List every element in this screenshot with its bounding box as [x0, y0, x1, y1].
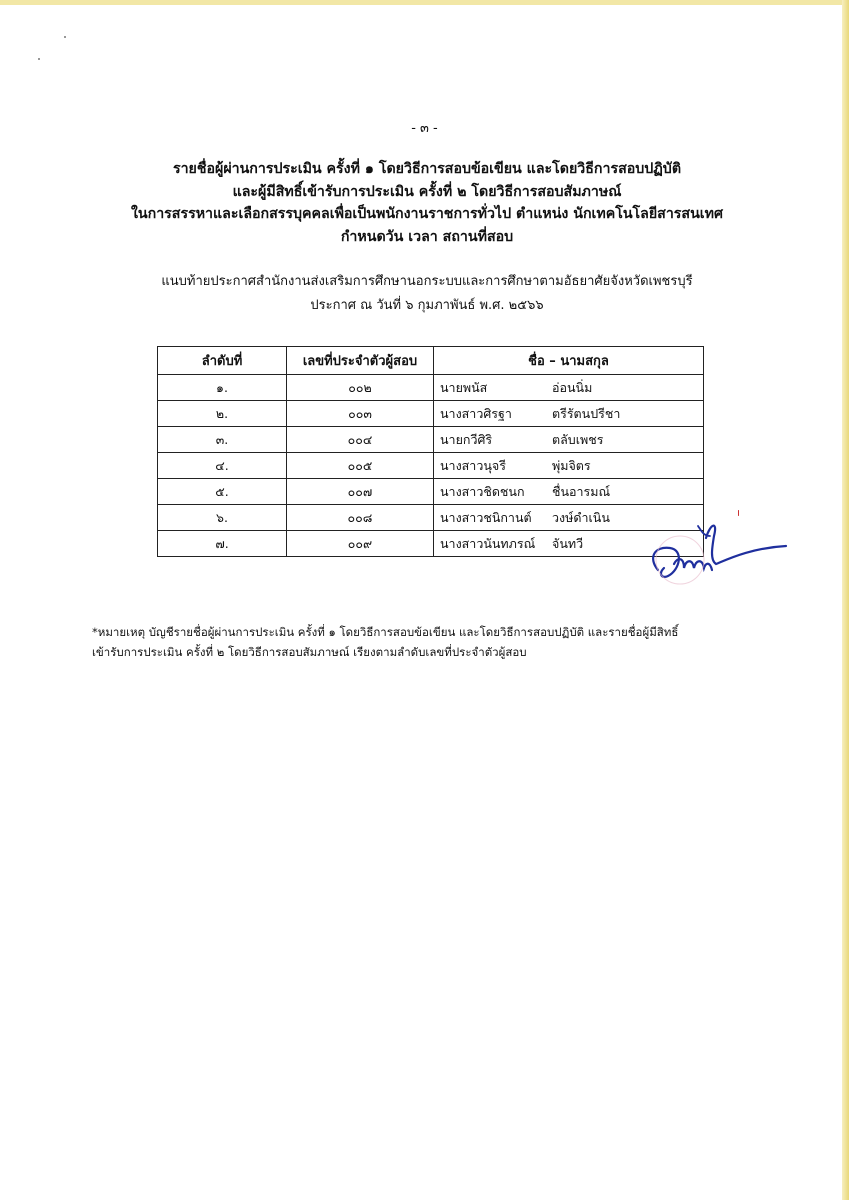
table-row [158, 401, 704, 427]
row-surname: ตรีรัตนปรีชา [552, 405, 621, 421]
scan-speck [38, 58, 40, 60]
row-given-name: นายกวีศิริ [440, 431, 493, 447]
document-subheading [130, 270, 724, 318]
scan-speck [64, 36, 66, 38]
heading-line-4: กำหนดวัน เวลา สถานที่สอบ [340, 228, 514, 245]
row-given-name: นางสาวนันทภรณ์ [440, 535, 536, 551]
candidate-table [157, 346, 704, 557]
row-surname: อ่อนนิ่ม [552, 379, 593, 395]
row-surname: ตลับเพชร [552, 431, 604, 447]
row-surname: พุ่มจิตร [552, 457, 591, 473]
row-exam-id: ๐๐๙ [287, 531, 434, 557]
row-exam-id: ๐๐๘ [287, 505, 434, 531]
row-surname: ชื่นอารมณ์ [552, 483, 611, 499]
table-row [158, 427, 704, 453]
document-heading [130, 158, 724, 248]
header-order: ลำดับที่ [158, 347, 287, 375]
heading-line-3: ในการสรรหาและเลือกสรรบุคคลเพื่อเป็นพนักงานราชการทั่วไป ตำแหน่ง นักเทคโนโลยีสารสนเทศ [131, 206, 723, 222]
footnote-line-2: เข้ารับการประเมิน ครั้งที่ ๒ โดยวิธีการสอบสัมภาษณ์ เรียงตามลำดับเลขที่ประจำตัวผู้สอบ [92, 645, 527, 659]
row-full-name [434, 401, 704, 427]
row-order: ๑. [158, 375, 287, 401]
row-exam-id: ๐๐๕ [287, 453, 434, 479]
row-full-name [434, 375, 704, 401]
table-row [158, 375, 704, 401]
row-surname: วงษ์ดำเนิน [552, 509, 610, 525]
row-order: ๓. [158, 427, 287, 453]
scan-edge-top [0, 0, 849, 5]
page-number: - ๓ - [411, 121, 438, 136]
row-exam-id: ๐๐๔ [287, 427, 434, 453]
row-given-name: นางสาวศิรฐา [440, 405, 512, 421]
footnote-line-1: *หมายเหตุ บัญชีรายชื่อผู้ผ่านการประเมิน ครั้งที่ ๑ โดยวิธีการสอบข้อเขียน และโดยวิธีการสอบปฏิบัติ และรายชื่อผู้มีสิทธิ์ [92, 625, 679, 639]
footnote [92, 622, 772, 662]
scan-edge-right [842, 0, 849, 1200]
table-row [158, 531, 704, 557]
row-full-name [434, 479, 704, 505]
row-surname: จันทวี [552, 535, 584, 551]
table-row [158, 505, 704, 531]
row-order: ๔. [158, 453, 287, 479]
heading-line-2: และผู้มีสิทธิ์เข้ารับการประเมิน ครั้งที่ ๒ โดยวิธีการสอบสัมภาษณ์ [232, 183, 622, 200]
row-full-name [434, 427, 704, 453]
row-order: ๕. [158, 479, 287, 505]
table-header-row [158, 347, 704, 375]
row-exam-id: ๐๐๗ [287, 479, 434, 505]
row-full-name [434, 453, 704, 479]
heading-line-1: รายชื่อผู้ผ่านการประเมิน ครั้งที่ ๑ โดยวิธีการสอบข้อเขียน และโดยวิธีการสอบปฏิบัติ [172, 161, 682, 177]
row-exam-id: ๐๐๒ [287, 375, 434, 401]
row-order: ๗. [158, 531, 287, 557]
subheading-line-2: ประกาศ ณ วันที่ ๖ กุมภาพันธ์ พ.ศ. ๒๕๖๖ [310, 298, 544, 313]
table-row [158, 479, 704, 505]
row-exam-id: ๐๐๓ [287, 401, 434, 427]
handwritten-signature [640, 512, 790, 602]
header-exam-id: เลขที่ประจำตัวผู้สอบ [287, 347, 434, 375]
table-row [158, 453, 704, 479]
row-given-name: นางสาวนุจรี [440, 457, 506, 473]
row-given-name: นางสาวชนิกานต์ [440, 509, 532, 525]
row-order: ๒. [158, 401, 287, 427]
row-given-name: นายพนัส [440, 379, 488, 395]
row-order: ๖. [158, 505, 287, 531]
header-full-name: ชื่อ – นามสกุล [434, 347, 704, 375]
row-given-name: นางสาวชิดชนก [440, 483, 525, 499]
subheading-line-1: แนบท้ายประกาศสำนักงานส่งเสริมการศึกษานอกระบบและการศึกษาตามอัธยาศัยจังหวัดเพชรบุรี [161, 274, 693, 289]
